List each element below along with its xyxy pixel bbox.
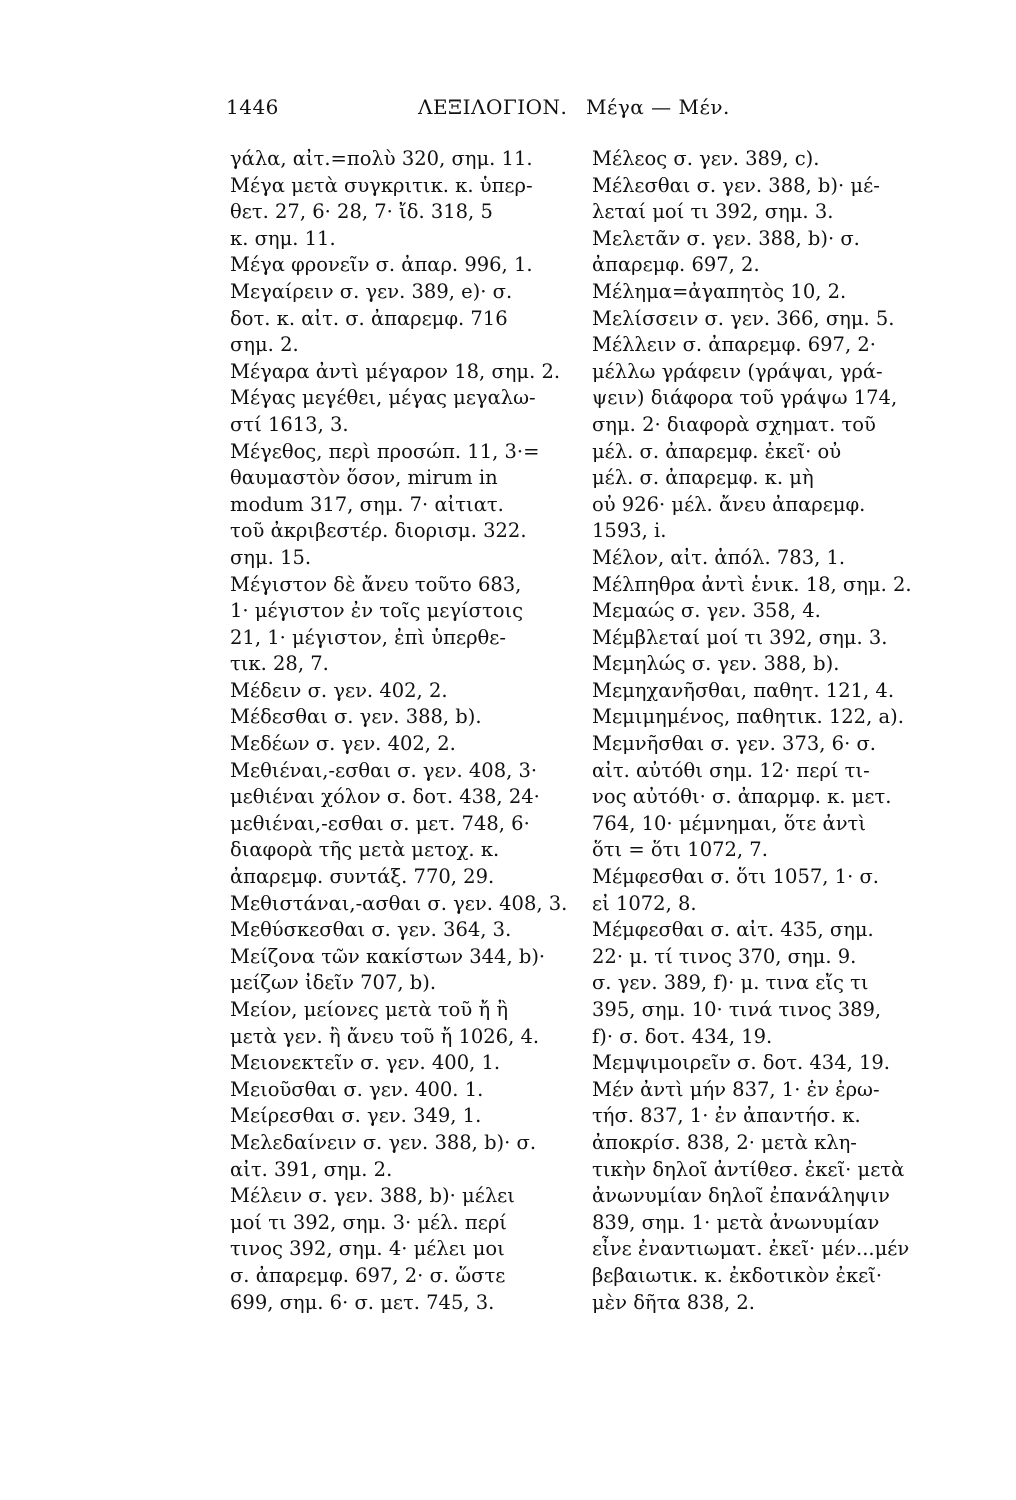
index-line: Μέγεθος, περὶ προσώπ. 11, 3·= <box>230 439 540 463</box>
entry-range: Μέγα — Μέν. <box>586 95 730 119</box>
index-line: θαυμαστὸν ὅσον, mirum in <box>230 466 498 490</box>
index-line: 1593, i. <box>592 519 667 543</box>
index-line: Μέγας μεγέθει, μέγας μεγαλω- <box>230 386 536 410</box>
page-number: 1446 <box>226 95 279 119</box>
index-line: Μέλον, αἰτ. ἀπόλ. 783, 1. <box>592 545 846 569</box>
index-line: βεβαιωτικ. κ. ἐκδοτικὸν ἐκεῖ· <box>592 1263 883 1287</box>
index-line: Μεθιστάναι,-ασθαι σ. γεν. 408, 3. <box>230 891 568 915</box>
index-line: ὅτι = ὅτι 1072, 7. <box>592 838 768 862</box>
index-line: μέλ. σ. ἀπαρεμφ. κ. μὴ <box>592 466 814 490</box>
index-line: ἀπαρεμφ. 697, 2. <box>592 253 760 277</box>
index-line: μέλλω γράφειν (γράψαι, γρά- <box>592 359 883 383</box>
index-line: Μειονεκτεῖν σ. γεν. 400, 1. <box>230 1051 501 1075</box>
index-line: σημ. 15. <box>230 545 312 569</box>
index-line: Μέδειν σ. γεν. 402, 2. <box>230 678 448 702</box>
index-line: κ. σημ. 11. <box>230 226 336 250</box>
index-line: Μέλεος σ. γεν. 389, c). <box>592 147 820 170</box>
index-line: Μέγιστον δὲ ἄνευ τοῦτο 683, <box>230 572 522 596</box>
index-line: ἀπαρεμφ. συντάξ. 770, 29. <box>230 865 495 889</box>
index-line: Μέλημα=ἀγαπητὸς 10, 2. <box>592 279 847 303</box>
index-line: τινος 392, σημ. 4· μέλει μοι <box>230 1237 505 1261</box>
index-line: Μέγαρα ἀντὶ μέγαρον 18, σημ. 2. <box>230 359 561 383</box>
index-line: Μελίσσειν σ. γεν. 366, σημ. 5. <box>592 306 895 330</box>
index-line: Μέγα φρονεῖν σ. ἀπαρ. 996, 1. <box>230 253 533 277</box>
index-line: εἶνε ἐναντιωματ. ἐκεῖ· μέν...μέν <box>592 1237 910 1261</box>
index-line: οὐ 926· μέλ. ἄνευ ἀπαρεμφ. <box>592 492 866 516</box>
index-line: f)· σ. δοτ. 434, 19. <box>592 1024 773 1048</box>
index-line: θετ. 27, 6· 28, 7· ἴδ. 318, 5 <box>230 200 493 224</box>
index-line: Μεθιέναι,-εσθαι σ. γεν. 408, 3· <box>230 758 538 782</box>
index-line: Μεμνῆσθαι σ. γεν. 373, 6· σ. <box>592 732 876 756</box>
index-line: σημ. 2. <box>230 333 299 357</box>
index-line: Μέλειν σ. γεν. 388, b)· μέλει <box>230 1184 515 1208</box>
index-line: νος αὐτόθι· σ. ἀπαρμφ. κ. μετ. <box>592 785 892 809</box>
index-line: Μέλλειν σ. ἀπαρεμφ. 697, 2· <box>592 333 876 357</box>
index-line: διαφορὰ τῆς μετὰ μετοχ. κ. <box>230 838 500 862</box>
index-line: Μεμιμημένος, παθητικ. 122, a). <box>592 705 904 729</box>
index-line: Μελεδαίνειν σ. γεν. 388, b)· σ. <box>230 1130 537 1154</box>
index-line: σ. γεν. 389, f)· μ. τινα εἴς τι <box>592 971 869 995</box>
index-line: Μεμηλώς σ. γεν. 388, b). <box>592 652 840 676</box>
index-line: 21, 1· μέγιστον, ἐπὶ ὑπερθε- <box>230 625 506 649</box>
left-column <box>230 146 576 1316</box>
index-line: μοί τι 392, σημ. 3· μέλ. περί <box>230 1210 507 1234</box>
index-line: 764, 10· μέμνημαι, ὅτε ἀντὶ <box>592 811 866 835</box>
index-line: Μελετᾶν σ. γεν. 388, b)· σ. <box>592 226 860 250</box>
index-line: Μέμφεσθαι σ. ὅτι 1057, 1· σ. <box>592 865 879 889</box>
index-line: αἰτ. 391, σημ. 2. <box>230 1157 393 1181</box>
index-line: μεθιέναι,-εσθαι σ. μετ. 748, 6· <box>230 811 530 835</box>
index-line: Μέλπηθρα ἀντὶ ἑνικ. 18, σημ. 2. <box>592 572 912 596</box>
right-column <box>592 146 938 1316</box>
index-line: ψειν) διάφορα τοῦ γράψω 174, <box>592 386 898 410</box>
index-line: Μείρεσθαι σ. γεν. 349, 1. <box>230 1104 482 1128</box>
index-line: ἀποκρίσ. 838, 2· μετὰ κλη- <box>592 1130 857 1154</box>
index-line: Μείον, μείονες μετὰ τοῦ ἤ ἢ <box>230 998 509 1021</box>
index-line: στί 1613, 3. <box>230 412 349 436</box>
index-line: 22· μ. τί τινος 370, σημ. 9. <box>592 944 857 968</box>
index-line: 839, σημ. 1· μετὰ ἀνωνυμίαν <box>592 1210 880 1234</box>
index-line: μέλ. σ. ἀπαρεμφ. ἐκεῖ· οὐ <box>592 439 842 463</box>
index-line: τήσ. 837, 1· ἐν ἀπαντήσ. κ. <box>592 1104 861 1128</box>
index-line: ἀνωνυμίαν δηλοῖ ἐπανάληψιν <box>592 1184 890 1208</box>
index-line: μεθιέναι χόλον σ. δοτ. 438, 24· <box>230 785 540 809</box>
index-line: Μεγαίρειν σ. γεν. 389, e)· σ. <box>230 279 513 303</box>
index-line: 395, σημ. 10· τινά τινος 389, <box>592 998 882 1021</box>
index-line: Μέλεσθαι σ. γεν. 388, b)· μέ- <box>592 173 880 197</box>
index-line: Μείζονα τῶν κακίστων 344, b)· <box>230 944 546 968</box>
index-line: Μεθύσκεσθαι σ. γεν. 364, 3. <box>230 918 512 942</box>
index-line: σημ. 2· διαφορὰ σχηματ. τοῦ <box>592 412 876 436</box>
index-line: Μεμψιμοιρεῖν σ. δοτ. 434, 19. <box>592 1051 891 1075</box>
index-line: Μεμηχανῆσθαι, παθητ. 121, 4. <box>592 678 895 702</box>
index-line: Μέν ἀντὶ μήν 837, 1· ἐν ἐρω- <box>592 1077 880 1101</box>
running-head <box>226 92 766 122</box>
index-line: τικὴν δηλοῖ ἀντίθεσ. ἐκεῖ· μετὰ <box>592 1157 905 1181</box>
index-line: τικ. 28, 7. <box>230 652 329 676</box>
index-line: Μέμβλεταί μοί τι 392, σημ. 3. <box>592 625 888 649</box>
index-line: δοτ. κ. αἰτ. σ. ἀπαρεμφ. 716 <box>230 306 508 330</box>
index-line: 1· μέγιστον ἐν τοῖς μεγίστοις <box>230 599 524 623</box>
index-line: μετὰ γεν. ἢ ἄνευ τοῦ ἤ 1026, 4. <box>230 1024 540 1048</box>
index-line: Μειοῦσθαι σ. γεν. 400. 1. <box>230 1077 484 1101</box>
index-line: σ. ἀπαρεμφ. 697, 2· σ. ὥστε <box>230 1263 506 1287</box>
index-line: μείζων ἰδεῖν 707, b). <box>230 971 437 995</box>
index-line: Μεδέων σ. γεν. 402, 2. <box>230 732 456 756</box>
index-line: Μεμαώς σ. γεν. 358, 4. <box>592 599 821 623</box>
index-line: τοῦ ἀκριβεστέρ. διορισμ. 322. <box>230 519 527 543</box>
index-line: μὲν δῆτα 838, 2. <box>592 1290 755 1314</box>
index-line: γάλα, αἰτ.=πολὺ 320, σημ. 11. <box>230 147 533 170</box>
index-line: αἰτ. αὐτόθι σημ. 12· περί τι- <box>592 758 870 782</box>
index-line: 699, σημ. 6· σ. μετ. 745, 3. <box>230 1290 495 1314</box>
index-line: Μέμφεσθαι σ. αἰτ. 435, σημ. <box>592 918 874 942</box>
index-line: Μέγα μετὰ συγκριτικ. κ. ὑπερ- <box>230 173 533 197</box>
index-line: modum 317, σημ. 7· αἰτιατ. <box>230 492 504 516</box>
index-line: εἰ 1072, 8. <box>592 891 697 915</box>
index-line: λεταί μοί τι 392, σημ. 3. <box>592 200 834 224</box>
index-line: Μέδεσθαι σ. γεν. 388, b). <box>230 705 482 729</box>
lexicon-title: ΛΕΞΙΛΟΓΙΟΝ. <box>418 95 568 119</box>
